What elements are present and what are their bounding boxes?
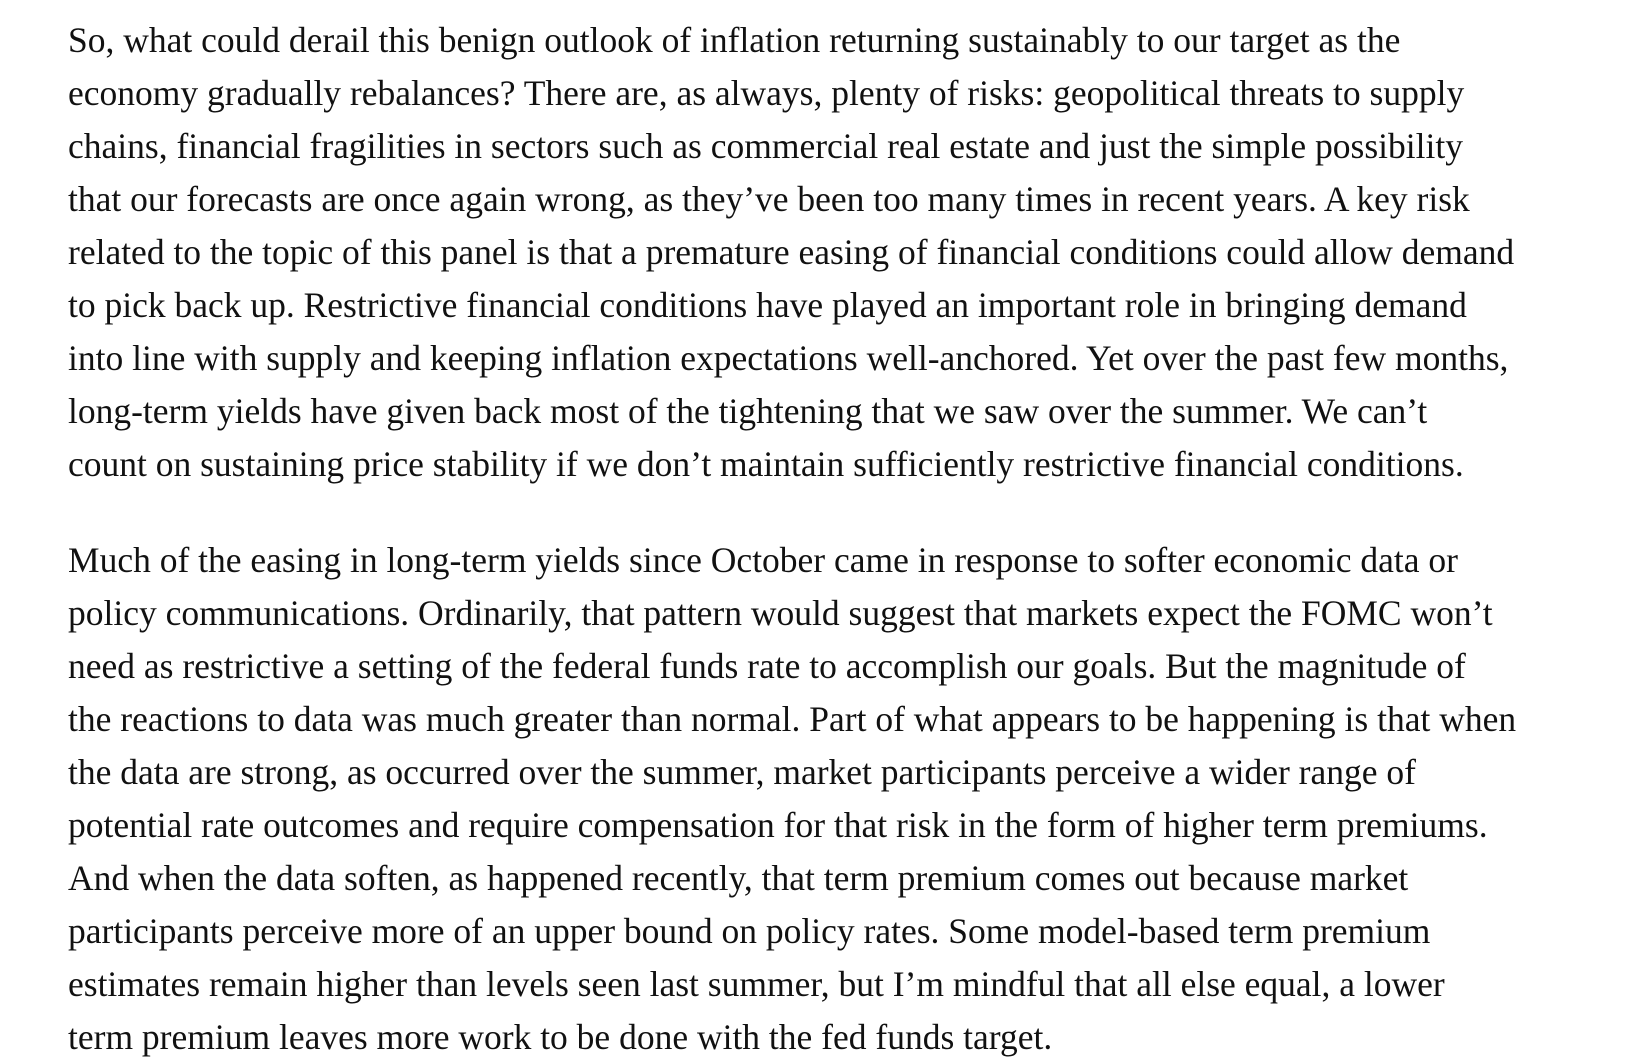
text-line: potential rate outcomes and require compensation for that risk in the form of higher term premiums. — [68, 805, 1488, 845]
text-line: the reactions to data was much greater than normal. Part of what appears to be happening is that when — [68, 699, 1517, 739]
text-line: Much of the easing in long-term yields since October came in response to softer economic data or — [68, 540, 1458, 580]
paragraph-2 — [68, 534, 1588, 1064]
text-line: policy communications. Ordinarily, that pattern would suggest that markets expect the FOMC won’t — [68, 593, 1493, 633]
text-line: need as restrictive a setting of the federal funds rate to accomplish our goals. But the magnitude of — [68, 646, 1466, 686]
text-line: related to the topic of this panel is that a premature easing of financial conditions could allow demand — [68, 232, 1515, 272]
text-line: count on sustaining price stability if we don’t maintain sufficiently restrictive financial conditions. — [68, 444, 1464, 484]
text-line: chains, financial fragilities in sectors such as commercial real estate and just the simple possibility — [68, 126, 1463, 166]
text-line: economy gradually rebalances? There are, as always, plenty of risks: geopolitical threats to supply — [68, 73, 1465, 113]
text-line: to pick back up. Restrictive financial conditions have played an important role in bringing demand — [68, 285, 1467, 325]
document-page — [68, 14, 1588, 1064]
text-line: So, what could derail this benign outlook of inflation returning sustainably to our target as the — [68, 20, 1401, 60]
text-line: participants perceive more of an upper bound on policy rates. Some model-based term premium — [68, 911, 1431, 951]
paragraph-1 — [68, 14, 1588, 491]
text-line: that our forecasts are once again wrong, as they’ve been too many times in recent years. A key risk — [68, 179, 1470, 219]
text-line: estimates remain higher than levels seen last summer, but I’m mindful that all else equal, a lower — [68, 964, 1445, 1004]
text-line: And when the data soften, as happened recently, that term premium comes out because market — [68, 858, 1409, 898]
text-line: long-term yields have given back most of the tightening that we saw over the summer. We can’t — [68, 391, 1428, 431]
text-line: term premium leaves more work to be done with the fed funds target. — [68, 1017, 1053, 1057]
text-line: into line with supply and keeping inflation expectations well-anchored. Yet over the past few months, — [68, 338, 1509, 378]
text-line: the data are strong, as occurred over the summer, market participants perceive a wider range of — [68, 752, 1416, 792]
